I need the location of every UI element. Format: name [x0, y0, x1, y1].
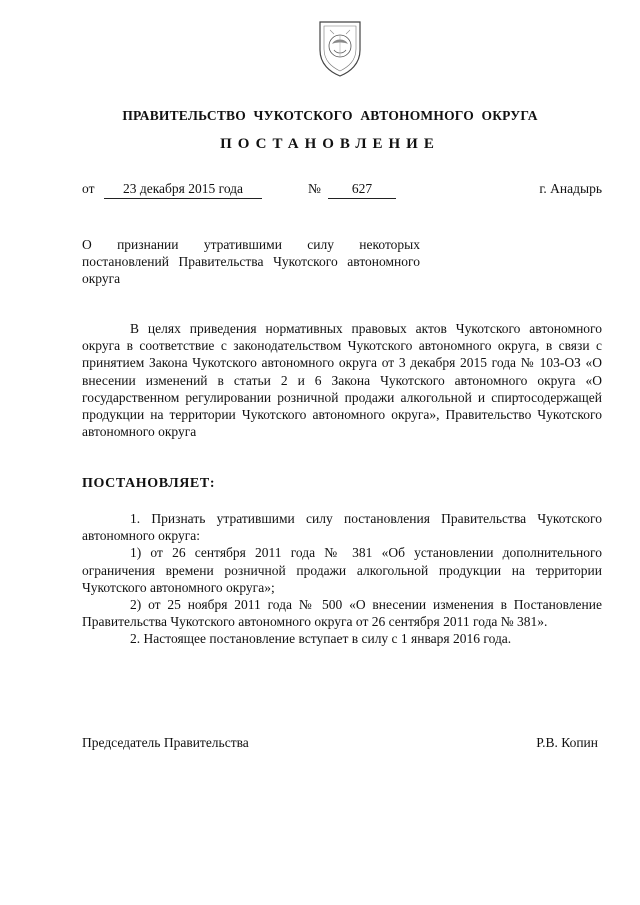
document-number: 627 — [328, 181, 396, 199]
decree-label: ПОСТАНОВЛЯЕТ: — [82, 476, 216, 491]
decree-items — [82, 510, 602, 648]
decree-subitem: 2) от 25 ноября 2011 года № 500 «О внесении изменения в Постановление Правительства Чукотского автономного округа от 26 сентября 2011 года № 381». — [82, 597, 602, 630]
decree-subitem: 1) от 26 сентября 2011 года № 381 «Об установлении дополнительного ограничения времени розничной продажи алкогольной продукции на территории Чукотского автономного округа»; — [82, 545, 602, 595]
government-title: ПРАВИТЕЛЬСТВО ЧУКОТСКОГО АВТОНОМНОГО ОКРУГА — [122, 108, 538, 123]
document-date: 23 декабря 2015 года — [104, 181, 262, 199]
coat-of-arms-icon — [316, 16, 364, 78]
decree-item: 2. Настоящее постановление вступает в силу с 1 января 2016 года. — [130, 631, 512, 647]
date-from-label: от — [82, 181, 95, 196]
dateline — [82, 181, 602, 201]
document-city: г. Анадырь — [539, 181, 602, 196]
signatory-name: Р.В. Копин — [536, 735, 598, 750]
preamble-paragraph: В целях приведения нормативных правовых актов Чукотского автономного округа в соответствие с законодательством Чукотского автономного округа, в связи с принятием Закона Чукотского автономного округа от 3 декабря 2015 года № 103-ОЗ «О внесении изменений в статьи 2 и 6 Закона Чукотского автономного округа «О государственном регулировании розничной продажи алкогольной и спиртосодержащей продукции на территории Чукотского автономного округа», Правительство Чукотского автономного округа — [82, 321, 602, 440]
document-subject: О признании утратившими силу некоторых постановлений Правительства Чукотского автономного округа — [82, 237, 420, 286]
signatory-position: Председатель Правительства — [82, 735, 249, 750]
number-label: № — [308, 181, 321, 196]
document-type-title: ПОСТАНОВЛЕНИЕ — [220, 136, 440, 152]
decree-item: 1. Признать утратившими силу постановления Правительства Чукотского автономного округа: — [82, 511, 602, 544]
